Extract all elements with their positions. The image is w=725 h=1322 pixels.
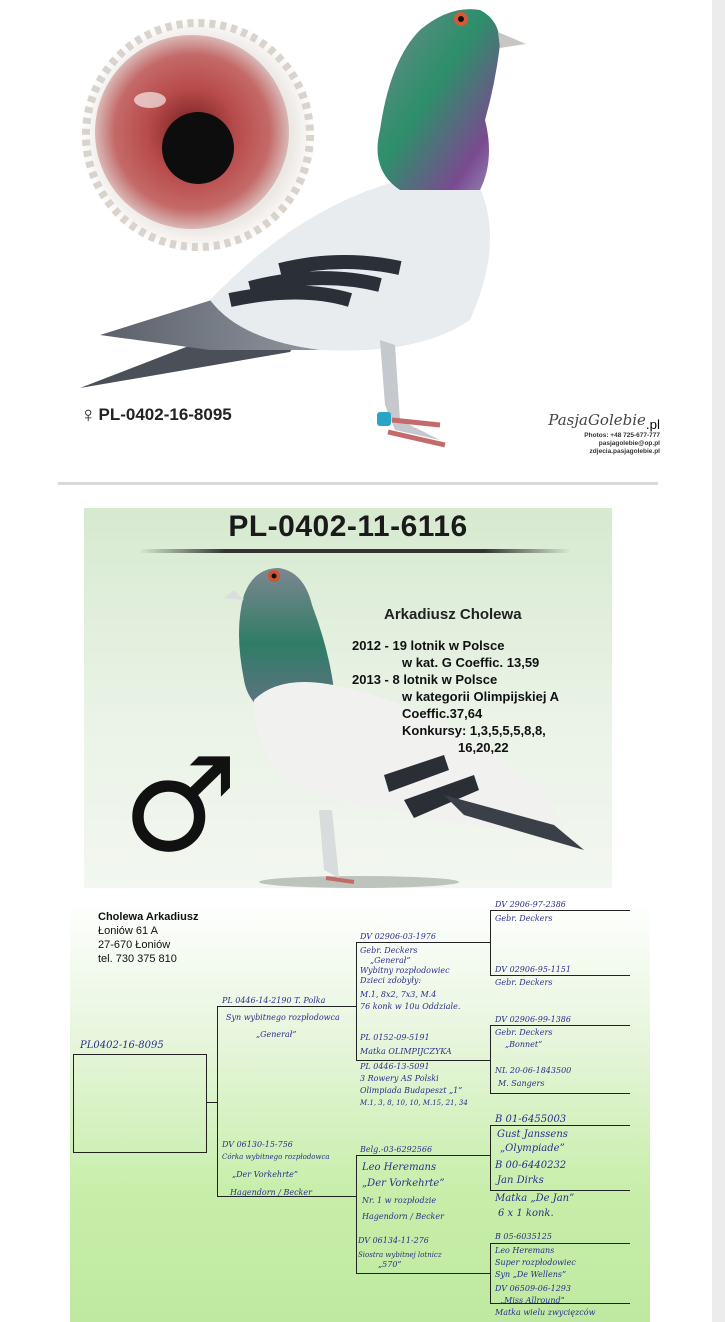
ds-note: Nr. 1 w rozpłodzie xyxy=(362,1196,437,1205)
dam-note: Hagendorn / Becker xyxy=(230,1188,312,1197)
logo-line: Photos: +48 725-677-777 xyxy=(584,432,660,440)
sss-note: Gebr. Deckers xyxy=(495,914,553,923)
achievement-line: Coeffic.37,64 xyxy=(402,706,483,721)
logo-line: pasjagolebie@op.pl xyxy=(598,440,660,448)
ring-number: PL-0402-16-8095 xyxy=(98,405,232,424)
ssd-ring: DV 02906-95-1151 xyxy=(495,965,571,974)
sds-note: „Bonnet” xyxy=(505,1040,543,1049)
ss-ring: DV 02906-03-1976 xyxy=(360,932,436,941)
ss-note: Gebr. Deckers xyxy=(360,946,418,955)
achievement-line: 2012 - 19 lotnik w Polsce xyxy=(352,638,505,653)
dd-note: Siostra wybitnej lotnicz xyxy=(358,1251,442,1259)
ssd-note: Gebr. Deckers xyxy=(495,978,553,987)
sire-note: Syn wybitnego rozpłodowca xyxy=(226,1013,340,1022)
dd-ring: DV 06134-11-276 xyxy=(358,1236,429,1245)
dsd-note: Matka „De Jan” xyxy=(495,1193,575,1204)
ds-note: „Der Vorkehrte” xyxy=(362,1178,445,1189)
logo-suffix: .pl xyxy=(645,417,660,433)
achievement-line: w kategorii Olimpijskiej A xyxy=(402,689,560,704)
dss-note: „Olympiade” xyxy=(500,1143,565,1154)
sd-note: Olimpiada Budapeszt „1” xyxy=(360,1086,463,1095)
ss-note: 76 konk w 10u Oddziale. xyxy=(360,1002,461,1011)
dd-note: „570” xyxy=(378,1260,402,1269)
dds-note: Super rozpłodowiec xyxy=(495,1258,576,1267)
ds-note: Hagendorn / Becker xyxy=(362,1212,444,1221)
ds-ring: Belg.-03-6292566 xyxy=(360,1145,433,1154)
sd-ring: PL 0152-09-5191 xyxy=(360,1033,430,1042)
page-edge xyxy=(712,0,725,1322)
subject-ring: PL0402-16-8095 xyxy=(80,1040,164,1051)
sheet-divider xyxy=(58,482,658,485)
owner-name: Arkadiusz Cholewa xyxy=(384,606,522,623)
achievement-line: w kat. G Coeffic. 13,59 xyxy=(402,655,540,670)
female-icon: ♀ xyxy=(80,402,97,427)
ddd-note: „Miss Allround” xyxy=(500,1296,565,1305)
pigeon-photo xyxy=(0,0,712,470)
dds-note: Syn „De Wellens” xyxy=(495,1270,567,1279)
breeder-address xyxy=(98,910,198,966)
logo-line: zdjecia.pasjagolebie.pl xyxy=(589,448,660,456)
sire-note: „Generał” xyxy=(256,1030,297,1039)
sdd-note: M. Sangers xyxy=(498,1079,545,1088)
ddd-note: Matka wielu zwycięzców xyxy=(495,1308,596,1317)
dsd-note: 6 x 1 konk. xyxy=(498,1208,554,1219)
dss-ring: B 01-6455003 xyxy=(495,1114,567,1125)
sd-note: 3 Rowery AS Polski xyxy=(360,1074,439,1083)
ss-note: Wybitny rozpłodowiec xyxy=(360,966,450,975)
sire-ring: PL 0446-14-2190 T. Polka xyxy=(222,996,326,1005)
achievement-line: 16,20,22 xyxy=(458,740,509,755)
ss-note: M.1, 8x2, 7x3, M.4 xyxy=(360,990,437,999)
hen-ring-label xyxy=(80,402,232,427)
breeder-name: Cholewa Arkadiusz xyxy=(98,911,199,923)
sd-note: Matka OLIMPIJCZYKA xyxy=(360,1047,452,1056)
male-icon: ♂ xyxy=(122,729,239,881)
achievement-line: 2013 - 8 lotnik w Polsce xyxy=(352,672,498,687)
sire-ring-title: PL-0402-11-6116 xyxy=(228,510,468,543)
ss-note: Dzieci zdobyły: xyxy=(360,976,422,985)
sd-note: M.1, 3, 8, 10, 10, M.15, 21, 34 xyxy=(360,1099,468,1107)
sd-note: PL 0446-13-5091 xyxy=(360,1062,430,1071)
dam-note: Córka wybitnego rozpłodowca xyxy=(222,1153,330,1161)
dam-note: „Der Vorkehrte” xyxy=(232,1170,298,1179)
dss-note: Gust Janssens xyxy=(497,1129,568,1140)
breeder-street: Łoniów 61 A xyxy=(98,925,158,937)
breeder-city: 27-670 Łoniów xyxy=(98,939,171,951)
sdd-ring: NL 20-06-1843500 xyxy=(495,1066,572,1075)
sss-ring: DV 2906-97-2386 xyxy=(495,900,566,909)
ss-note: „Generał” xyxy=(370,956,411,965)
ds-note: Leo Heremans xyxy=(362,1162,437,1173)
dds-note: Leo Heremans xyxy=(495,1246,555,1255)
ddd-ring: DV 06509-06-1293 xyxy=(495,1284,571,1293)
watermark-logo xyxy=(530,411,660,456)
eye-photo xyxy=(80,17,316,253)
dds-ring: B 05-6035125 xyxy=(495,1232,552,1241)
logo-brand: PasjaGolebie xyxy=(548,411,646,429)
dsd-note: Jan Dirks xyxy=(497,1175,544,1186)
dam-ring: DV 06130-15-756 xyxy=(222,1140,293,1149)
achievement-line: Konkursy: 1,3,5,5,5,8,8, xyxy=(402,723,546,738)
sds-note: Gebr. Deckers xyxy=(495,1028,553,1037)
top-photo-card xyxy=(0,0,712,470)
breeder-phone: tel. 730 375 810 xyxy=(98,953,177,965)
dsd-ring: B 00-6440232 xyxy=(495,1160,567,1171)
sds-ring: DV 02906-99-1386 xyxy=(495,1015,571,1024)
title-underline xyxy=(140,549,570,553)
